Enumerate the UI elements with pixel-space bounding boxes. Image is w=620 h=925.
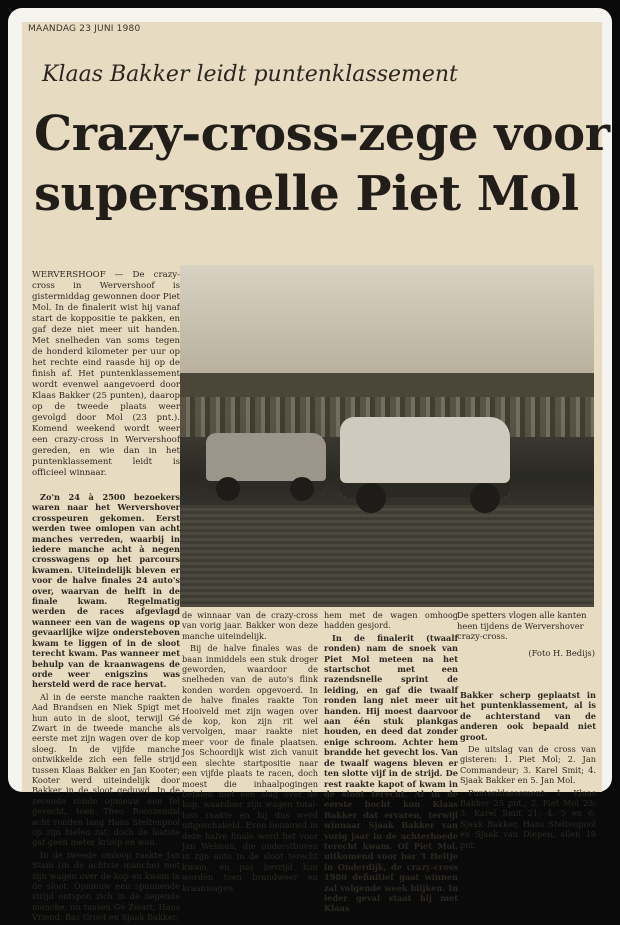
bold-paragraph: In de finalerit (twaalf ronden) nam de snoek van Piet Mol meteen na het startschot met een razendsnelle sprint de leiding, en gaf die twaalf ronden lang niet meer uit handen. Hij moest daarvoor aan één stuk plankgas houden, en deed dat zonder enige schroom. Achter hem brandde het gevecht los. Van de twaalf wagens bleven er ten slotte vijf in de strijd. De rest raakte kapot of kwam in de sloot terecht. Al in de eerste bocht kon Klaas Bakker dat ervaren, terwijl winnaar Sjaak Bakker van vorig jaar in de achterhoede terecht kwam. Of Piet Mol, uitkomend voor bar 't Heitje in Onderdijk, de crazy-cross 1980 definitief gaat winnen zal volgende week blijken. In ieder geval staat hij met Klaas [324, 632, 458, 914]
article-column-3 [324, 610, 458, 916]
page-frame [8, 8, 612, 923]
caption-text: De spetters vlogen alle kanten heen tijdens de Wervershover crazy-cross. [457, 610, 587, 642]
article-column-1 [32, 492, 180, 925]
article-paragraph [324, 633, 458, 914]
article-paragraph [32, 492, 180, 690]
photo-wheel [216, 477, 240, 501]
article-paragraph: Al in de eerste manche raakten Aad Brandsen en Niek Spigt met hun auto in de sloot, terwijl Gé Zwart in de tweede manche als eerste met zijn wagen over de kop sloeg. In de vijfde manche ontwikkelde zich een felle strijd tussen Klaas Bakker en Jan Kooter; Kooter werd uiteindelijk door Bakker in de sloot geduwd. In de zevende ronde opnieuw een fel gevecht, toen Theo Rooszendal acht ronden lang Hans Steltenpool op zijn hielen zat; doch de laatste gaf geen meter krimp en won. [32, 691, 180, 848]
article-column-2 [182, 610, 318, 895]
newspaper-clipping [22, 22, 610, 923]
standings-paragraph: Puntenklassement: 1. Klaas Bakker 25 pnt.; 2. Piet Mol 23; 3. Karel Smit 21; 4. 5 en 6. Sjaak Bakker, Hans Steltenpool en Sjaak van Diepen, allen 19 pnt. [460, 787, 596, 850]
photo-wheel [470, 483, 500, 513]
headline-line-1: Crazy-cross-zege voor [34, 106, 610, 162]
article-paragraph: hem met de wagen omhoog hadden gesjord. [324, 610, 458, 631]
headline-line-2: supersnelle Piet Mol [34, 166, 579, 222]
photo-ground [180, 505, 594, 607]
article-column-4 [460, 690, 596, 852]
lead-paragraph [32, 270, 180, 481]
article-paragraph: In de tweede omloop raakte Jan Stam (in de achtste manche) met zijn wagen over de kop en kwam in de sloot. Opnieuw een spannende strijd ontspon zich in de negende manche, nu tussen Gé Zwart, Hans Vriend, Bas Groot en Sjaak Bakker, [32, 849, 180, 923]
results-paragraph: De uitslag van de cross van gisteren: 1. Piet Mol; 2. Jan Commandeur; 3. Karel Smit; 4. Sjaak Bakker en 5. Jan Mol. [460, 744, 596, 786]
lead-text: WERVERSHOOF — De crazy-cross in Wervershoof is gistermiddag gewonnen door Piet Mol. In de finalerit wist hij vanaf start de koppositie te pakken, en gaf deze niet meer uit handen. Met snelheden van soms tegen de honderd kilometer per uur op het rechte eind raasde hij op de finish af. Het puntenklassement wordt evenwel aangevoerd door Klaas Bakker (25 punten), daarop op de tweede plaats weer gevolgd door Mol (23 pnt.). Komend weekend wordt weer een crazy-cross in Wervershoof gereden, en wie dan in het puntenklassement leidt is officieel winnaar. [32, 270, 180, 478]
photo-wheel [356, 483, 386, 513]
main-headline [34, 104, 610, 224]
photo-wheel [290, 477, 314, 501]
article-paragraph [460, 690, 596, 742]
bold-paragraph: Bakker scherp geplaatst in het puntenklassement, al is de achterstand van de anderen ook bepaald niet groot. [460, 690, 596, 742]
bold-paragraph: Zo'n 24 à 2500 bezoekers waren naar het Wervershover crosspeuren gekomen. Eerst werden twee omlopen van acht manches verreden, waarbij in iedere manche acht à negen crosswagens op het parcours kwamen. Uiteindelijk bleven er voor de halve finales 24 auto's over, waarvan de helft in de finale kwam. Regelmatig werden de races afgevlagd wanneer een van de wagens op gevaarlijke wijze ondersteboven kwam te liggen of in de sloot terecht kwam. Pas wanneer met behulp van de kraanwagens de orde weer enigszins was hersteld werd de race hervat. [32, 492, 180, 690]
kicker-headline: Klaas Bakker leidt puntenklassement [42, 62, 458, 87]
photo-sky [180, 265, 594, 377]
photo-caption [457, 610, 595, 658]
photo-credit: (Foto H. Bedijs) [528, 647, 595, 658]
article-paragraph: Bij de halve finales was de baan inmiddels een stuk droger geworden, waardoor de snelheden van de auto's flink konden worden opgevoerd. In de halve finales raakte Ton Hooiveld met zijn wagen over de kop, kon zijn rit wel vervolgen, maar raakte niet meer voor de finale plaatsen. Jos Schoordijk wist zich vanuit een slechte startpositie naar een vijfde plaats te racen, doch moest die inhaalpogingen betalen met een slag over de kop, waardoor zijn wagen total-loss raakte en hij dus werd uitgeschakeld. Even benauwd in deze halve finale werd het voor Jan Welman, die onderstboven in zijn auto in de sloot terecht kwam, en pas bevrijd kon worden toen brandweer en kraanwagen [182, 643, 318, 893]
article-paragraph: de winnaar van de crazy-cross van vorig jaar. Bakker won deze manche uiteindelijk. [182, 610, 318, 641]
dateline: MAANDAG 23 JUNI 1980 [28, 24, 141, 34]
race-photo [180, 265, 594, 607]
